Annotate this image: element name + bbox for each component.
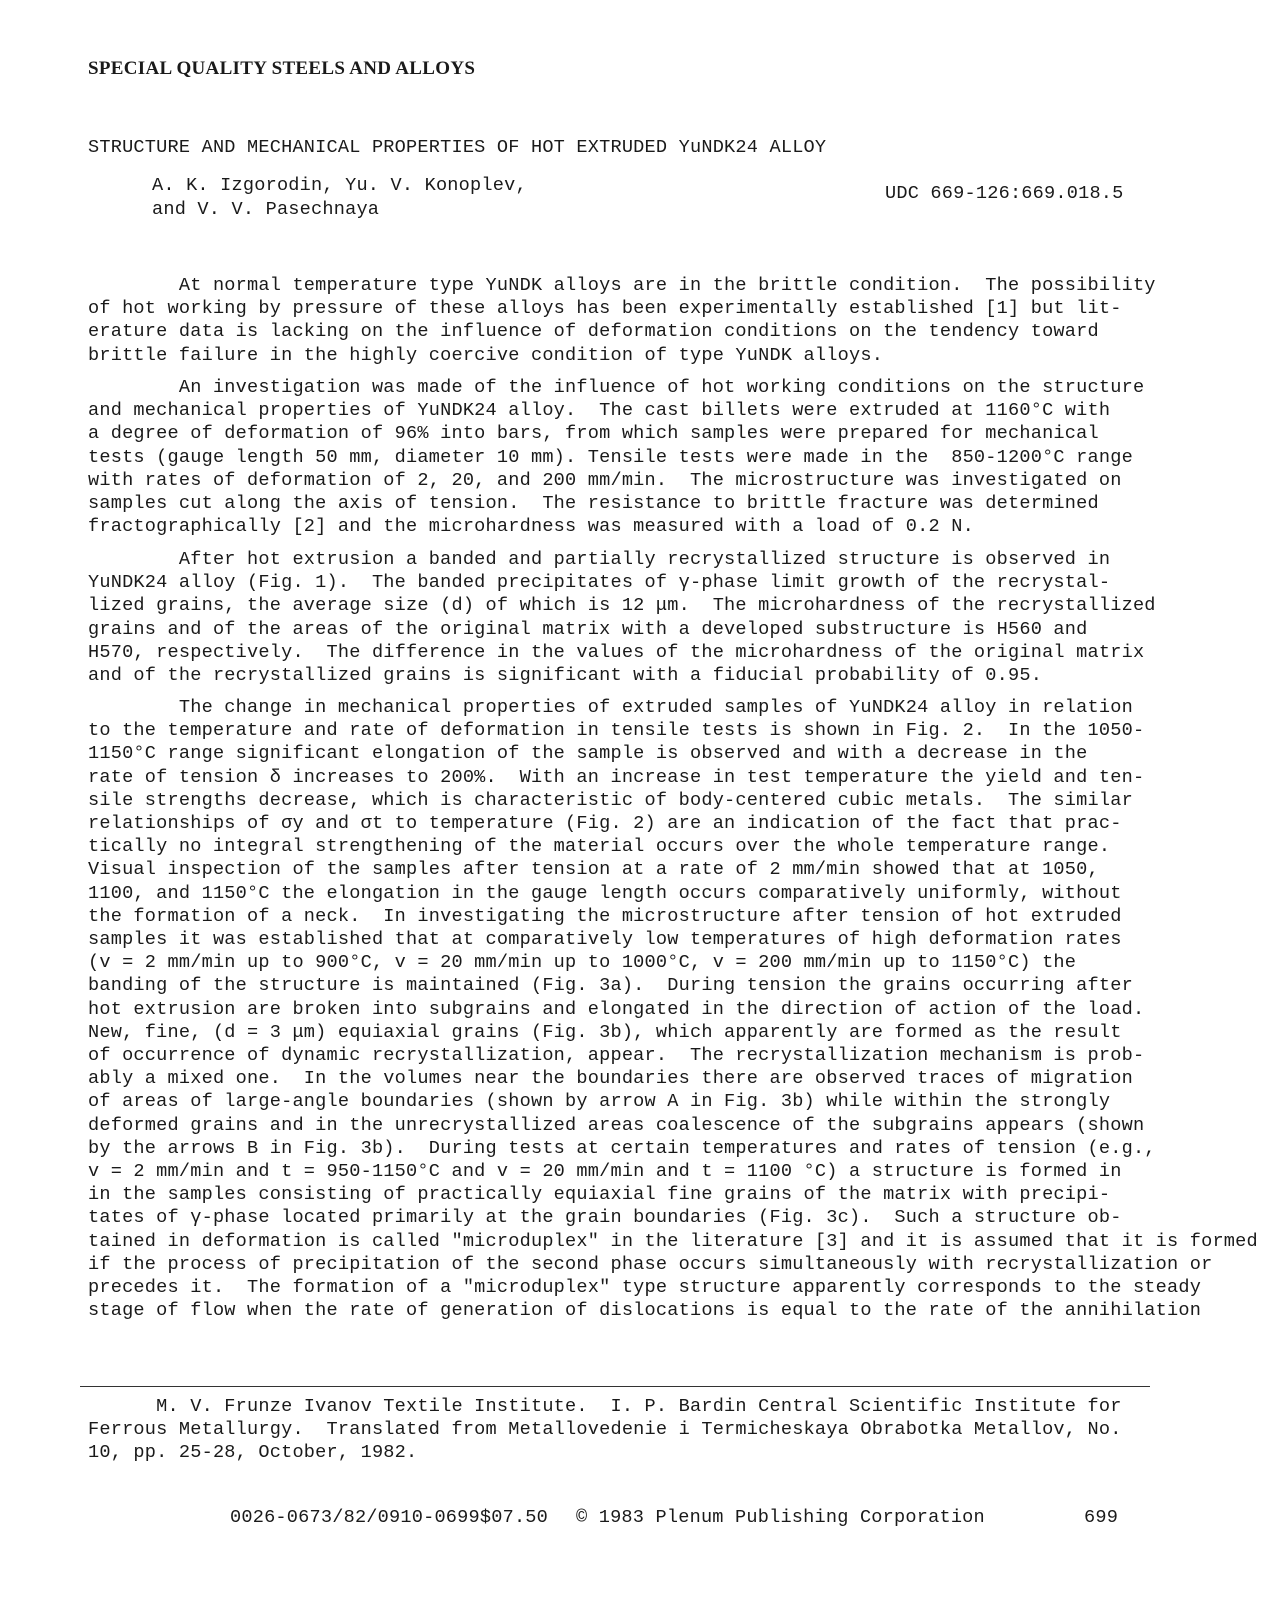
affiliation-footnote: M. V. Frunze Ivanov Textile Institute. I. P. Bardin Central Scientific Institute for Ferrous Metallurgy. Translated from Metallovedenie i Termicheskaya Obrabotka Metallov, No. 10, pp. 25-28, October, 1982. xyxy=(88,1396,1122,1464)
footnote-divider xyxy=(80,1386,1150,1387)
journal-section-header: SPECIAL QUALITY STEELS AND ALLOYS xyxy=(88,58,476,79)
body-paragraph-4: The change in mechanical properties of extruded samples of YuNDK24 alloy in relation to the temperature and rate of deformation in tensile tests is shown in Fig. 2. In the 1050- 1150°C range significant elongation of the sample is observed and with a decrease in the rate of tension δ increases to 200%. With an increase in test temperature the yield and ten- sile strengths decrease, which is characteristic of body-centered cubic metals. The similar relationships of σy and σt to temperature (Fig. 2) are an indication of the fact that prac- tically no integral strengthening of the material occurs over the whole temperature range. Visual inspection of the samples after tension at a rate of 2 mm/min showed that at 1050, 1100, and 1150°C the elongation in the gauge length occurs comparatively uniformly, without the formation of a neck. In investigating the microstructure after tension of hot extruded samples it was established that at comparatively low temperatures of high deformation rates (v = 2 mm/min up to 900°C, v = 20 mm/min up to 1000°C, v = 200 mm/min up to 1150°C) the banding of the structure is maintained (Fig. 3a). During tension the grains occurring after hot extrusion are broken into subgrains and elongated in the direction of action of the load. New, fine, (d = 3 μm) equiaxial grains (Fig. 3b), which apparently are formed as the result of occurrence of dynamic recrystallization, appear. The recrystallization mechanism is prob- ably a mixed one. In the volumes near the boundaries there are observed traces of migration of areas of large-angle boundaries (shown by arrow A in Fig. 3b) while within the strongly deformed grains and in the unrecrystallized areas coalescence of the subgrains appears (shown by the arrows B in Fig. 3b). During tests at certain temperatures and rates of tension (e.g., v = 2 mm/min and t = 950-1150°C and v = 20 mm/min and t = 1100 °C) a structure is formed in in the samples consisting of practically equiaxial fine grains of the matrix with precipi- tates of γ-phase located primarily at the grain boundaries (Fig. 3c). Such a structure ob- tained in deformation is called "microduplex" in the literature [3] and it is assumed that it is formed if the process of precipitation of the second phase occurs simultaneously with recrystallization or precedes it. The formation of a "microduplex" type structure apparently corresponds to the steady stage of flow when the rate of generation of dislocations is equal to the rate of the annihilation xyxy=(88,697,1258,1322)
body-paragraph-2: An investigation was made of the influence of hot working conditions on the structure and mechanical properties of YuNDK24 alloy. The cast billets were extruded at 1160°C with a degree of deformation of 96% into bars, from which samples were prepared for mechanical tests (gauge length 50 mm, diameter 10 mm). Tensile tests were made in the 850-1200°C range with rates of deformation of 2, 20, and 200 mm/min. The microstructure was investigated on samples cut along the axis of tension. The resistance to brittle fracture was determined fractographically [2] and the microhardness was measured with a load of 0.2 N. xyxy=(88,377,1145,538)
udc-code: UDC 669-126:669.018.5 xyxy=(885,183,1124,204)
authors-line-2: and V. V. Pasechnaya xyxy=(152,199,380,220)
copyright-notice: © 1983 Plenum Publishing Corporation xyxy=(576,1507,985,1528)
authors-line-1: A. K. Izgorodin, Yu. V. Konoplev, xyxy=(152,175,527,196)
article-title: STRUCTURE AND MECHANICAL PROPERTIES OF HOT EXTRUDED YuNDK24 ALLOY xyxy=(88,137,827,158)
body-paragraph-3: After hot extrusion a banded and partially recrystallized structure is observed in YuNDK24 alloy (Fig. 1). The banded precipitates of γ-phase limit growth of the recrystal- lized grains, the average size (d) of which is 12 μm. The microhardness of the recrystallized grains and of the areas of the original matrix with a developed substructure is H560 and H570, respectively. The difference in the values of the microhardness of the original matrix and of the recrystallized grains is significant with a fiducial probability of 0.95. xyxy=(88,549,1156,687)
page-number: 699 xyxy=(1084,1507,1119,1528)
body-paragraph-1: At normal temperature type YuNDK alloys are in the brittle condition. The possibility of hot working by pressure of these alloys has been experimentally established [1] but lit- erature data is lacking on the influence of deformation conditions on the tendency toward brittle failure in the highly coercive condition of type YuNDK alloys. xyxy=(88,275,1156,366)
author-list xyxy=(152,174,527,222)
publication-code: 0026-0673/82/0910-0699$07.50 xyxy=(230,1507,549,1528)
